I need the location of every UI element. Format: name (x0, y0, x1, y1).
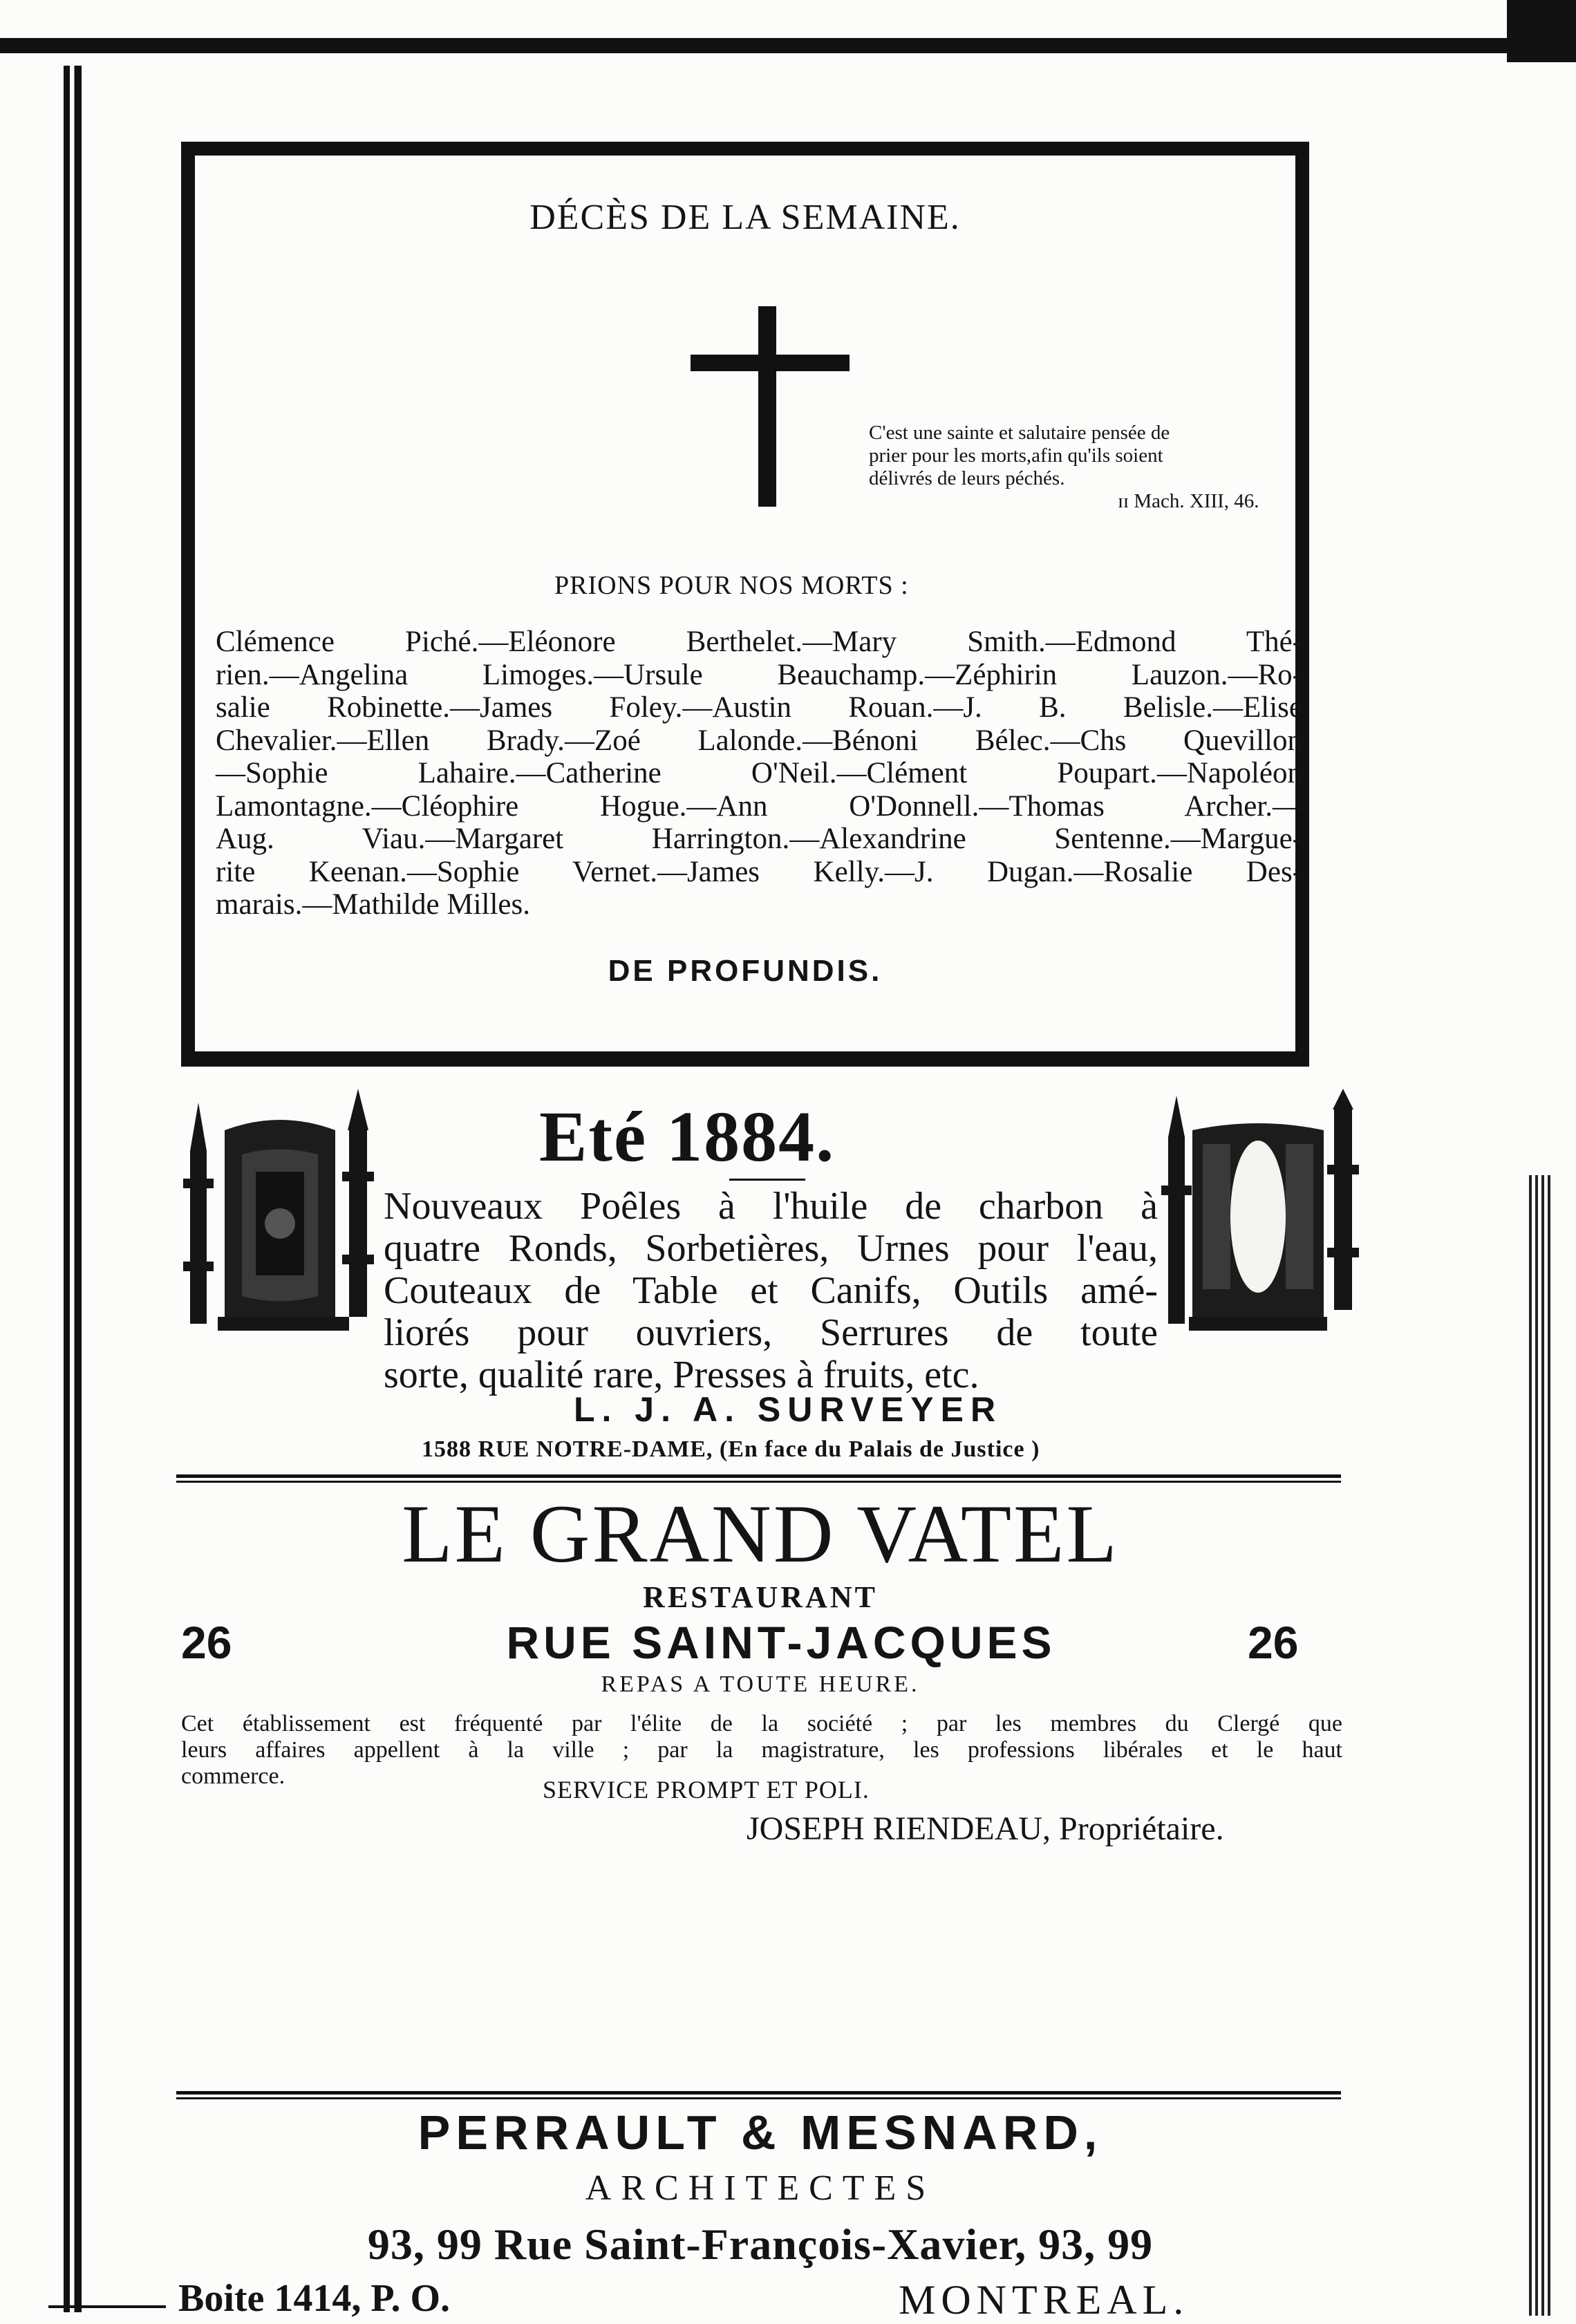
restaurant-street: RUE SAINT-JACQUES (506, 1617, 1056, 1668)
description-line: commerce. (181, 1763, 285, 1789)
scripture-quote (869, 422, 1311, 513)
oil-stove-illustration-left (176, 1089, 397, 1365)
post-office-box: Boite 1414, P. O. (178, 2277, 451, 2320)
restaurant-hours: REPAS A TOUTE HEURE. (601, 1671, 920, 1697)
architects-name: PERRAULT & MESNARD, (418, 2106, 1103, 2159)
architects-label: ARCHITECTES (585, 2168, 936, 2208)
scan-edge-corner (1507, 0, 1576, 62)
names-paragraph (216, 626, 1302, 921)
names-line: Clémence Piché.—Eléonore Berthelet.—Mary Smith.—Edmond Thé- (216, 626, 1302, 658)
scan-edge-top (0, 38, 1507, 53)
cross-icon (758, 306, 776, 507)
quote-line: prier pour les morts,afin qu'ils soient (869, 444, 1163, 467)
quote-line: délivrés de leurs péchés. (869, 467, 1065, 489)
names-line: Chevalier.—Ellen Brady.—Zoé Lalonde.—Bénoni Bélec.—Chs Quevillon (216, 724, 1302, 757)
names-line: Lamontagne.—Cléophire Hogue.—Ann O'Donnell.—Thomas Archer.— (216, 789, 1302, 823)
merchant-name: L. J. A. SURVEYER (573, 1390, 1003, 1429)
deaths-notice-box (181, 142, 1309, 1067)
scan-edge-right (1529, 1175, 1552, 2316)
street-number-right: 26 (1248, 1617, 1299, 1668)
ete-1884-body (384, 1186, 1158, 1396)
cross-icon-bar (691, 355, 850, 371)
merchant-address: 1588 RUE NOTRE-DAME, (En face du Palais de Justice ) (422, 1436, 1040, 1462)
quote-reference: ɪɪ Mach. XIII, 46. (1118, 490, 1259, 512)
quote-line: C'est une sainte et salutaire pensée de (869, 422, 1170, 444)
section-divider (176, 2091, 1341, 2099)
city-name: MONTREAL. (899, 2277, 1190, 2323)
restaurant-label: RESTAURANT (643, 1580, 878, 1614)
ad-line: Nouveaux Poêles à l'huile de charbon à (384, 1185, 1158, 1228)
prayer-heading: PRIONS POUR NOS MORTS : (554, 571, 909, 600)
names-line: marais.—Mathilde Milles. (216, 888, 531, 921)
description-line: leurs affaires appellent à la ville ; par la magistrature, les professions libérales et le haut (181, 1737, 1342, 1763)
oil-stove-illustration-right (1161, 1089, 1369, 1358)
ad-line: liorés pour ouvriers, Serrures de toute (384, 1311, 1158, 1354)
section-divider (176, 1474, 1341, 1483)
title-underline (729, 1179, 805, 1181)
scan-edge-bottom (48, 2305, 166, 2308)
description-line: Cet établissement est fréquenté par l'élite de la société ; par les membres du Clergé que (181, 1711, 1342, 1736)
restaurant-service: SERVICE PROMPT ET POLI. (543, 1776, 870, 1803)
ad-line: sorte, qualité rare, Presses à fruits, etc. (384, 1353, 979, 1396)
names-line: rien.—Angelina Limoges.—Ursule Beauchamp.—Zéphirin Lauzon.—Ro- (216, 658, 1302, 691)
ete-1884-title: Eté 1884. (539, 1097, 836, 1177)
names-line: salie Robinette.—James Foley.—Austin Rouan.—J. B. Belisle.—Elise (216, 691, 1302, 724)
names-line: rite Keenan.—Sophie Vernet.—James Kelly.—J. Dugan.—Rosalie Des- (216, 855, 1302, 888)
de-profundis: DE PROFUNDIS. (608, 954, 883, 988)
ad-line: quatre Ronds, Sorbetières, Urnes pour l'eau, (384, 1227, 1158, 1270)
street-number-left: 26 (181, 1617, 232, 1668)
restaurant-name: LE GRAND VATEL (402, 1488, 1119, 1580)
scan-edge-left (64, 66, 82, 2312)
restaurant-owner: JOSEPH RIENDEAU, Propriétaire. (747, 1810, 1224, 1847)
ad-line: Couteaux de Table et Canifs, Outils amé- (384, 1269, 1158, 1312)
names-line: Aug. Viau.—Margaret Harrington.—Alexandrine Sentenne.—Margue- (216, 823, 1302, 855)
deaths-title: DÉCÈS DE LA SEMAINE. (529, 198, 961, 237)
names-line: —Sophie Lahaire.—Catherine O'Neil.—Clément Poupart.—Napoléon (216, 757, 1302, 789)
architects-address: 93, 99 Rue Saint-François-Xavier, 93, 99 (367, 2220, 1154, 2269)
